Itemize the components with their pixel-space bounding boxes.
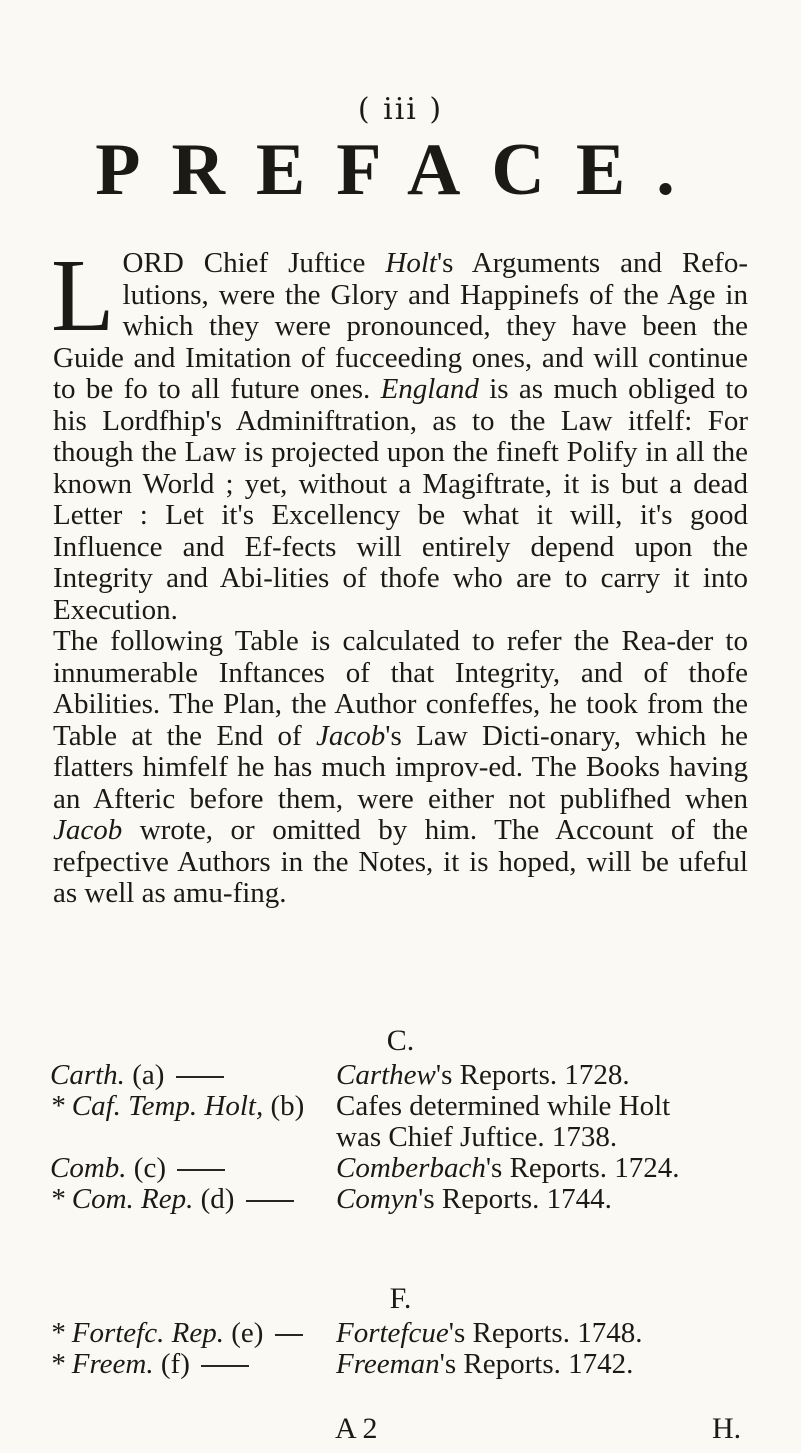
table-row: * Com. Rep. (d) Comyn's Reports. 1744. (50, 1183, 612, 1215)
section-letter-c: C. (386, 1024, 415, 1057)
abbreviation-table-c (50, 1060, 750, 1215)
dash-rule (176, 1076, 224, 1078)
dash-rule (275, 1334, 303, 1336)
page-number: ( iii ) (357, 92, 444, 127)
table-row: Comb. (c) Comberbach's Reports. 1724. (50, 1152, 680, 1184)
dash-rule (246, 1200, 294, 1202)
drop-cap: L (51, 238, 115, 353)
table-row: * Fortefc. Rep. (e) Fortefcue's Reports. 1748. (50, 1317, 643, 1349)
table-row: Carth. (a) Carthew's Reports. 1728. (50, 1059, 630, 1091)
signature-mark: A 2 (335, 1412, 378, 1445)
table-row: * Caf. Temp. Holt, (b) Cafes determined while Holt was Chief Juftice. 1738. (50, 1090, 671, 1153)
paragraph-2: The following Table is calculated to refer the Rea-der to innumerable Inftances of that Integrity, and of thofe Abilities. The Plan, the Author confeffes, he took from the Table at the End of Jacob's Law Dicti-onary, which he flatters himfelf he has much improv-ed. The Books having an Afteric before them, were either not publifhed when Jacob wrote, or omitted by him. The Account of the refpective Authors in the Notes, it is hoped, will be ufeful as well as amu-fing. (53, 625, 748, 909)
dash-rule (201, 1365, 249, 1367)
abbreviation-table-f (50, 1318, 750, 1380)
paragraph-1: LORD Chief Juftice Holt's Arguments and Refo-lutions, were the Glory and Happinefs of the Age in which they were pronounced, they have been the Guide and Imitation of fucceeding ones, and will continue to be fo to all future ones. England is as much obliged to his Lordfhip's Adminiftration, as to the Law itfelf: For though the Law is projected upon the fineft Polify in all the known World ; yet, without a Magiftrate, it is but a dead Letter : Let it's Excellency be what it will, it's good Influence and Ef-fects will entirely depend upon the Integrity and Abi-lities of thofe who are to carry it into Execution. (51, 238, 748, 626)
preface-body (51, 238, 748, 910)
section-letter-f: F. (389, 1282, 412, 1315)
catchword: H. (712, 1412, 742, 1445)
dash-rule (177, 1169, 225, 1171)
table-row: * Freem. (f) Freeman's Reports. 1742. (50, 1348, 634, 1380)
page-title: PREFACE. (95, 129, 706, 211)
